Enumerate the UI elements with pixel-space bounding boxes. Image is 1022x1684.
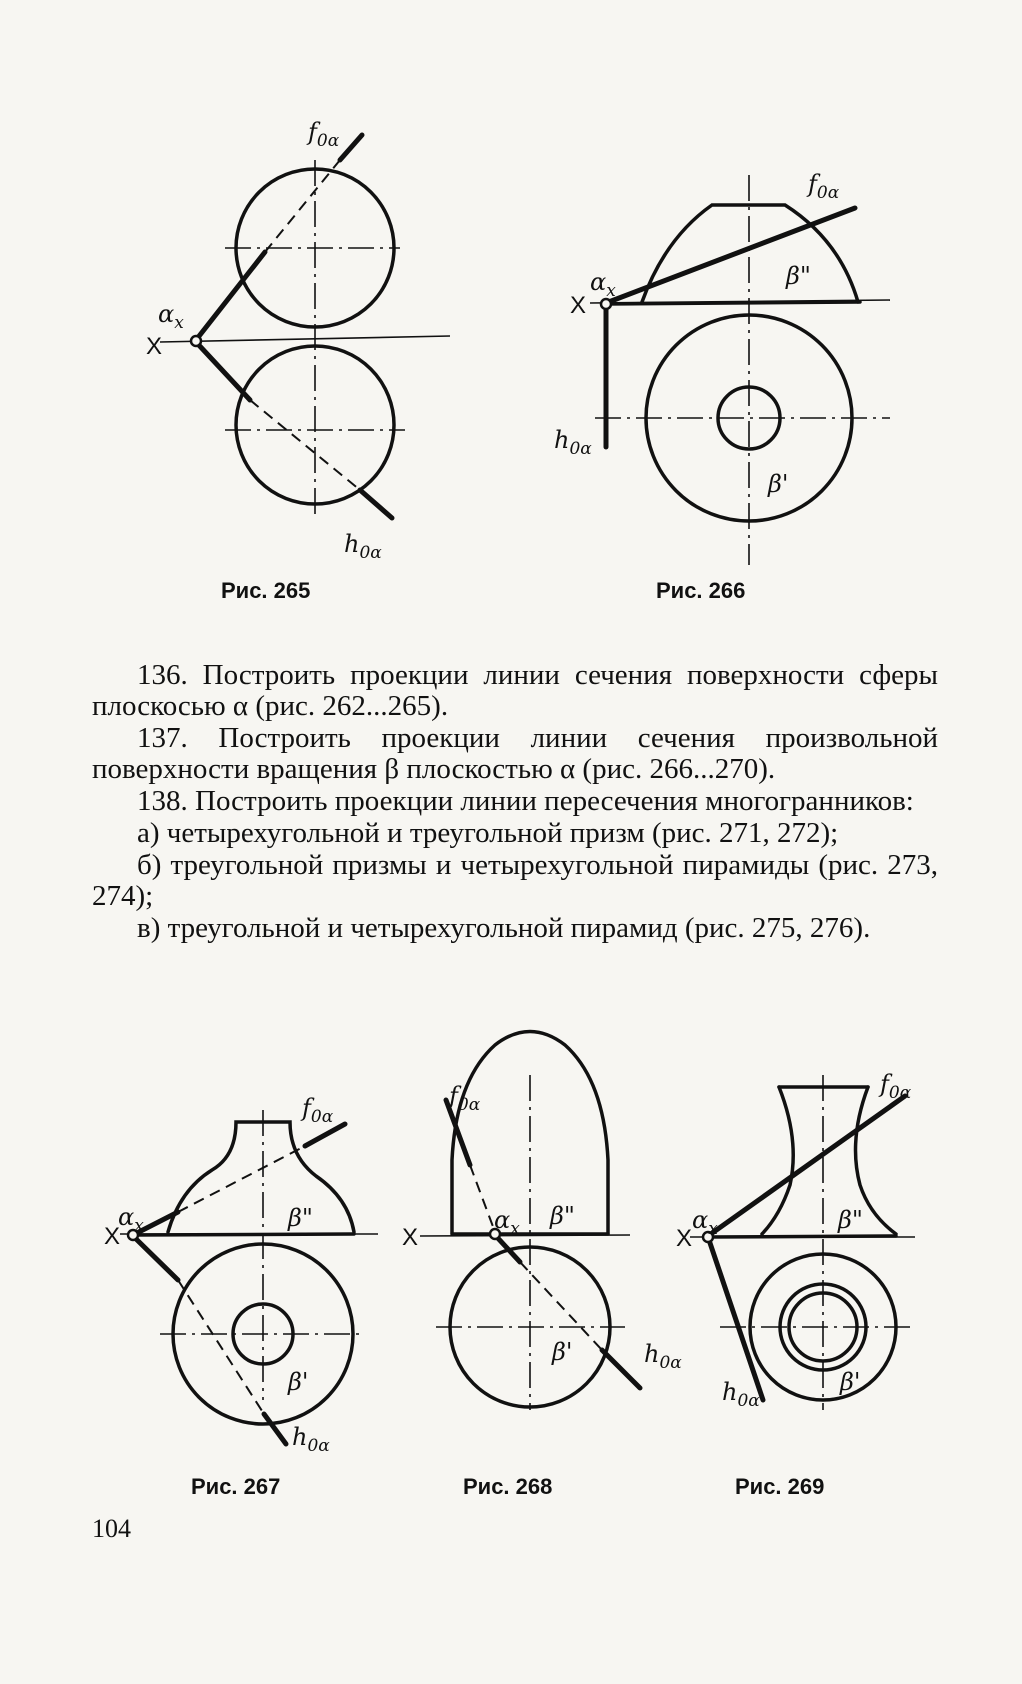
label-beta-frontal: β" <box>288 1204 313 1232</box>
label-beta-horizontal: β' <box>288 1368 309 1396</box>
caption-267: Рис. 267 <box>191 1474 281 1499</box>
paragraph-138c: в) треугольной и четырехугольной пирамид (рис. 275, 276). <box>137 912 871 944</box>
caption-266: Рис. 266 <box>656 578 746 603</box>
label-h: $h_{0\alpha}$ <box>722 1378 760 1411</box>
label-alpha-x: $\alpha_x$ <box>692 1206 718 1239</box>
label-alpha-x: $\alpha_x$ <box>590 268 616 301</box>
label-x: X <box>104 1223 121 1250</box>
label-beta-horizontal: β' <box>840 1368 861 1396</box>
label-x: X <box>676 1225 693 1252</box>
surface-left-profile <box>762 1087 793 1234</box>
label-beta-horizontal: β' <box>768 470 789 498</box>
page-number: 104 <box>92 1514 131 1543</box>
label-x: X <box>146 333 163 360</box>
label-x: X <box>570 292 587 319</box>
label-alpha-x: $\alpha_x$ <box>118 1203 144 1236</box>
label-h: $h_{0\alpha}$ <box>644 1340 682 1373</box>
base-line <box>708 1236 896 1237</box>
caption-269: Рис. 269 <box>735 1474 825 1499</box>
caption-268: Рис. 268 <box>463 1474 553 1499</box>
label-beta-horizontal: β' <box>552 1338 573 1366</box>
label-alpha-x: $\alpha_x$ <box>494 1206 520 1239</box>
label-f: $f_{0\alpha}$ <box>449 1082 481 1115</box>
caption-265: Рис. 265 <box>221 578 311 603</box>
label-h: $h_{0\alpha}$ <box>344 530 382 563</box>
paragraph-137: 137. Построить проекции линии сечения произвольной поверхности вращения β плоскостью α (рис. 266...270). <box>92 722 938 785</box>
label-f: $f_{0\alpha}$ <box>302 1094 334 1127</box>
paragraph-138: 138. Построить проекции линии пересечения многогранников: <box>137 785 914 817</box>
label-beta-frontal: β" <box>838 1206 863 1234</box>
label-f: $f_{0\alpha}$ <box>308 118 340 151</box>
label-h: $h_{0\alpha}$ <box>554 426 592 459</box>
label-f: $f_{0\alpha}$ <box>808 170 840 203</box>
paragraph-138a: а) четырехугольной и треугольной призм (рис. 271, 272); <box>137 817 839 849</box>
paragraph-136: 136. Построить проекции линии сечения поверхности сферы плоскосью α (рис. 262...265). <box>92 659 938 722</box>
trace-h <box>709 1240 763 1400</box>
label-beta-frontal: β" <box>786 262 811 290</box>
label-h: $h_{0\alpha}$ <box>292 1423 330 1456</box>
label-beta-frontal: β" <box>550 1202 575 1230</box>
label-x: X <box>402 1224 419 1251</box>
label-alpha-x: $\alpha_x$ <box>158 300 184 333</box>
paragraph-138b: б) треугольной призмы и четырехугольной пирамиды (рис. 273, 274); <box>92 849 938 912</box>
label-f: $f_{0\alpha}$ <box>880 1070 912 1103</box>
